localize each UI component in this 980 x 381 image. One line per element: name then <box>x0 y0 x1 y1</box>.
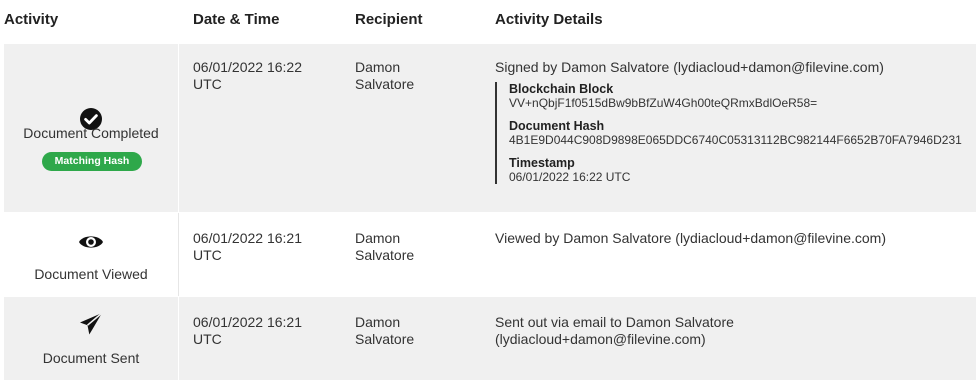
date-cell: 06/01/2022 16:22 UTC <box>193 59 302 92</box>
header-activity: Activity <box>4 11 59 28</box>
header-recipient: Recipient <box>355 11 423 28</box>
table-row <box>4 213 976 297</box>
blockchain-block-value: VV+nQbjF1f0515dBw9bBfZuW4Gh00teQRmxBdlOeR58= <box>509 96 818 110</box>
eye-icon <box>4 233 178 251</box>
table-row <box>4 297 976 381</box>
activity-cell <box>4 297 178 380</box>
recipient-cell: Damon Salvatore <box>355 59 415 92</box>
document-hash-value: 4B1E9D044C908D9898E065DDC6740C05313112BC982144F6652B70FA7946D231 <box>509 133 962 147</box>
timestamp-label: Timestamp <box>509 156 575 170</box>
activity-label: Document Viewed <box>34 266 148 282</box>
activity-label: Document Completed <box>23 125 159 141</box>
date-cell: 06/01/2022 16:21 UTC <box>193 230 302 263</box>
details-text: Signed by Damon Salvatore (lydiacloud+damon@filevine.com) <box>495 59 884 75</box>
activity-label: Document Sent <box>42 350 140 366</box>
recipient-cell: Damon Salvatore <box>355 230 415 263</box>
matching-hash-badge: Matching Hash <box>42 152 142 171</box>
activity-cell <box>4 213 178 296</box>
recipient-cell: Damon Salvatore <box>355 314 415 347</box>
activity-cell <box>4 44 178 212</box>
header-date-time: Date & Time <box>193 11 280 28</box>
timestamp-value: 06/01/2022 16:22 UTC <box>509 170 631 184</box>
details-text: Viewed by Damon Salvatore (lydiacloud+damon@filevine.com) <box>495 230 886 246</box>
document-hash-label: Document Hash <box>509 119 605 133</box>
date-cell: 06/01/2022 16:21 UTC <box>193 314 302 347</box>
header-activity-details: Activity Details <box>495 11 603 28</box>
paper-plane-icon <box>4 312 178 336</box>
table-header <box>4 0 976 44</box>
blockchain-details <box>495 82 975 184</box>
details-text: Sent out via email to Damon Salvatore (lydiacloud+damon@filevine.com) <box>495 314 734 347</box>
audit-trail-table <box>4 0 976 381</box>
table-row <box>4 44 976 213</box>
blockchain-block-label: Blockchain Block <box>509 82 614 96</box>
